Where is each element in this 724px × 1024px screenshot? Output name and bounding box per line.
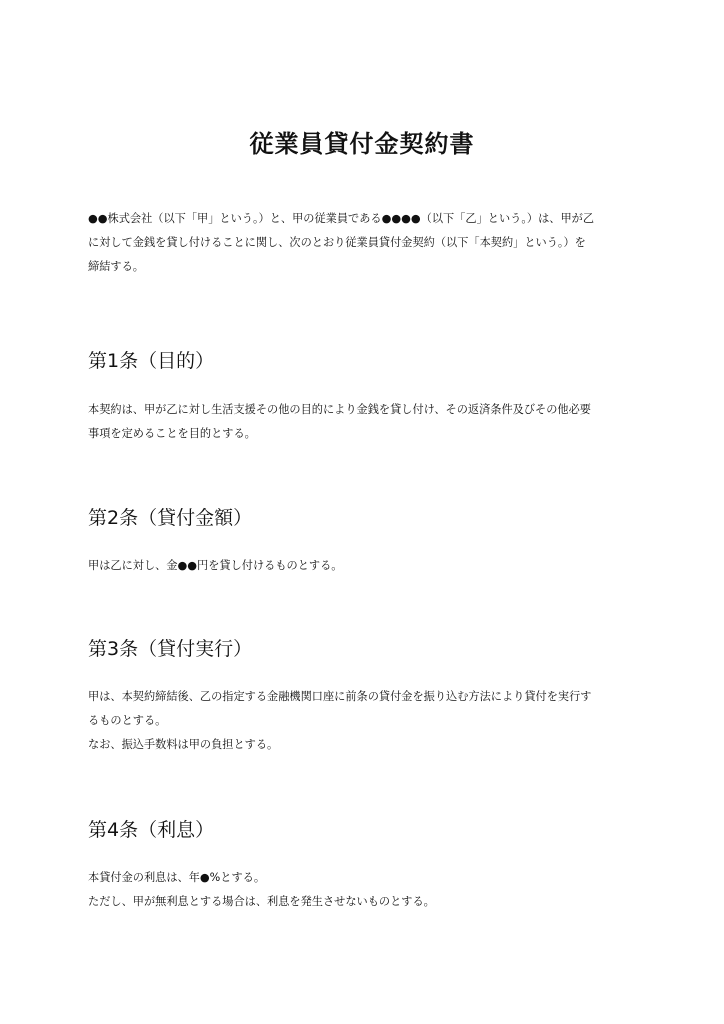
- preamble: [88, 207, 640, 279]
- article-3-body: [88, 685, 640, 757]
- article-2-heading: 第2条（貸付金額）: [88, 507, 253, 529]
- article-1-heading: 第1条（目的）: [88, 350, 215, 372]
- preamble-line: 締結する。: [88, 260, 144, 273]
- document-title: 従業員貸付金契約書: [249, 130, 475, 158]
- article-line: るものとする。: [88, 714, 167, 727]
- article-3-heading: 第3条（貸付実行）: [88, 638, 253, 660]
- preamble-line: に対して金銭を貸し付けることに関し、次のとおり従業員貸付金契約（以下「本契約」という。）を: [88, 236, 586, 249]
- article-4-body: [88, 866, 640, 914]
- article-line: 甲は、本契約締結後、乙の指定する金融機関口座に前条の貸付金を振り込む方法により貸付を実行す: [88, 690, 592, 703]
- article-line: なお、振込手数料は甲の負担とする。: [88, 738, 279, 751]
- article-line: 本貸付金の利息は、年●%とする。: [88, 871, 266, 884]
- article-line: ただし、甲が無利息とする場合は、利息を発生させないものとする。: [88, 895, 435, 908]
- article-4-heading: 第4条（利息）: [88, 819, 215, 841]
- article-line: 甲は乙に対し、金●●円を貸し付けるものとする。: [88, 559, 343, 572]
- article-2-body: [88, 554, 640, 578]
- article-1-body: [88, 398, 640, 446]
- preamble-line: ●●株式会社（以下「甲」という。）と、甲の従業員である●●●●（以下「乙」という。）は、甲が乙: [88, 212, 595, 225]
- article-line: 本契約は、甲が乙に対し生活支援その他の目的により金銭を貸し付け、その返済条件及びその他必要: [88, 403, 591, 416]
- article-line: 事項を定めることを目的とする。: [88, 427, 256, 440]
